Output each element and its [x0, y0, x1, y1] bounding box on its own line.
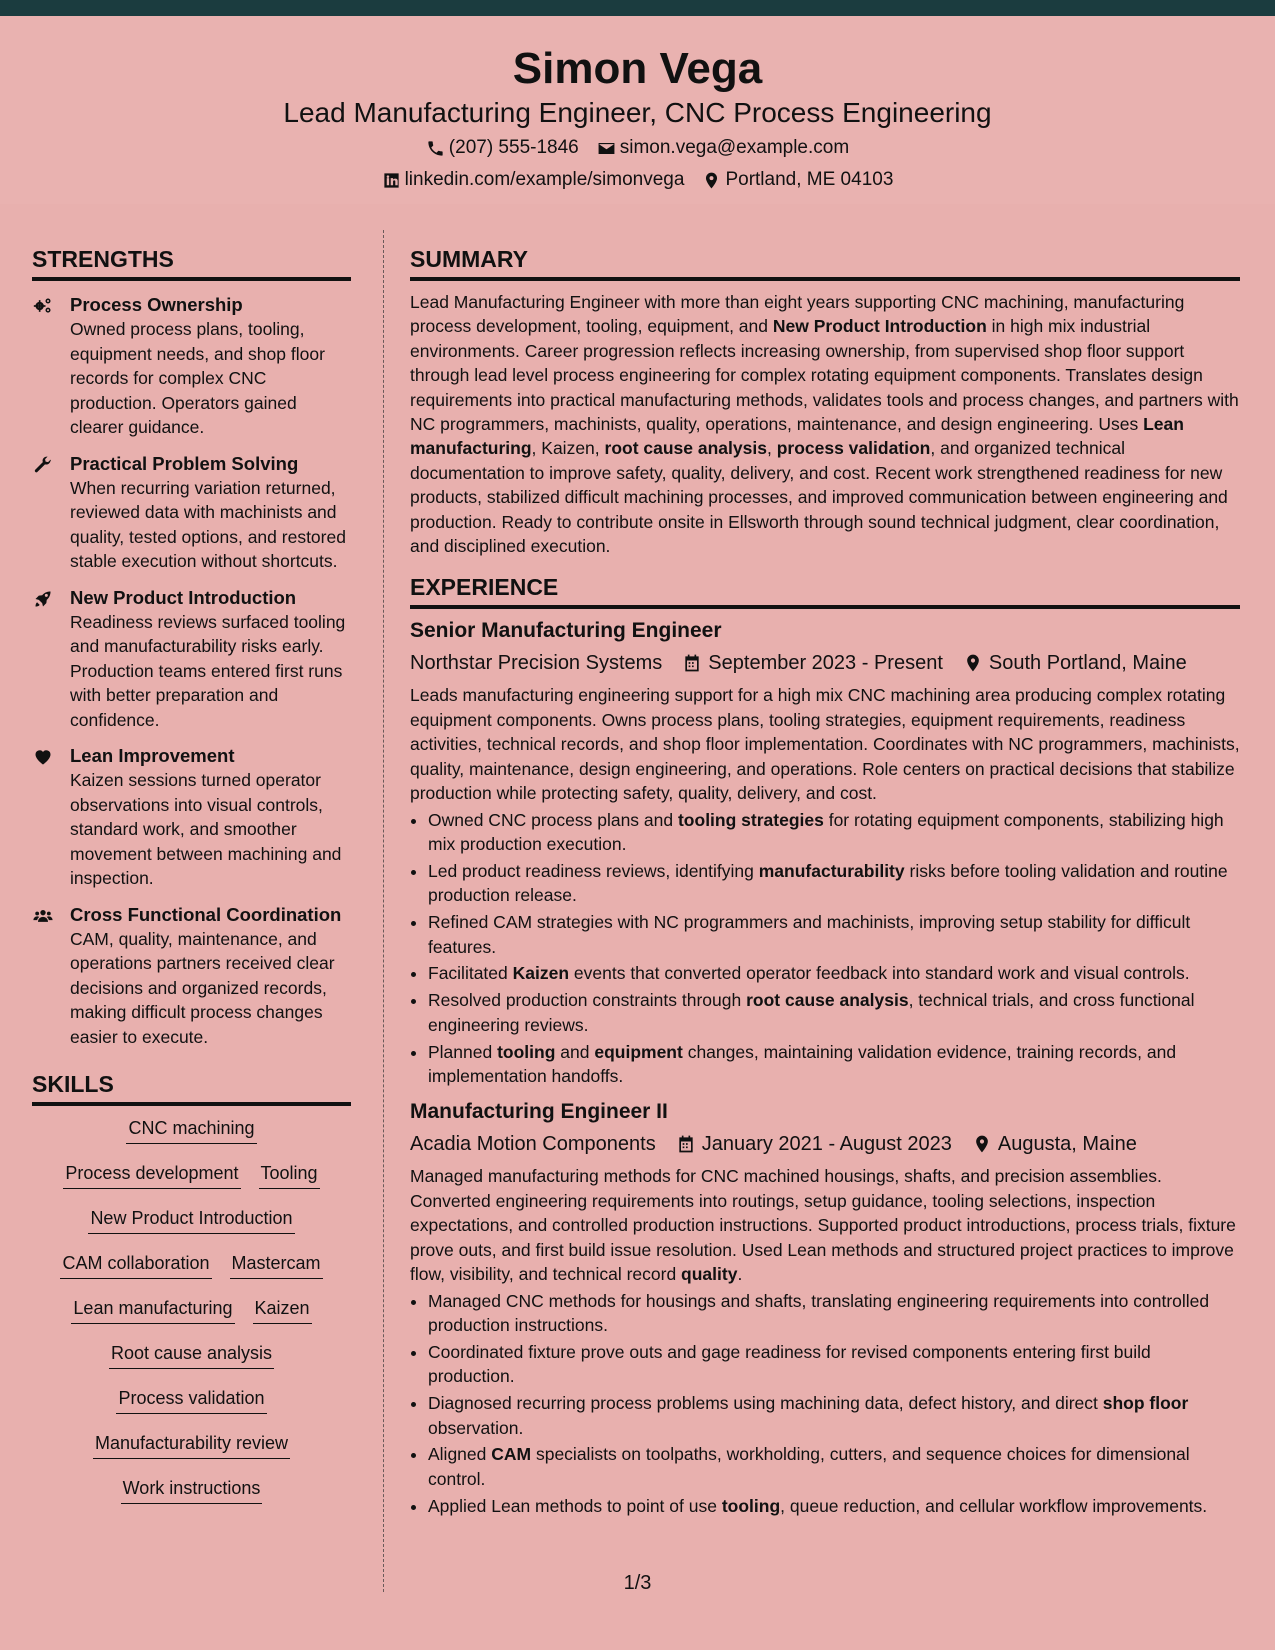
skill-tag: Process validation — [116, 1386, 266, 1414]
map-pin-icon — [972, 1134, 992, 1154]
bold-keyword: CAM — [491, 1444, 532, 1465]
skill-tag: Work instructions — [121, 1476, 263, 1504]
strength-item — [32, 293, 351, 440]
strength-item — [32, 586, 351, 733]
email-text: simon.vega@example.com — [619, 137, 850, 158]
contact-row-1 — [0, 136, 1275, 160]
experience-heading: EXPERIENCE — [410, 572, 1240, 609]
candidate-name: Simon Vega — [512, 44, 763, 93]
job-location: Augusta, Maine — [997, 1133, 1137, 1156]
strength-desc: Owned process plans, tooling, equipment needs, and shop floor records for complex CNC production. Operators gained clearer guidance. — [70, 319, 325, 437]
skill-tag: CNC machining — [126, 1116, 256, 1144]
bold-keyword: New Product Introduction — [772, 316, 987, 337]
bullet-item: • Planned tooling and equipment changes, maintaining validation evidence, training records, and implementation handoffs. — [428, 1040, 1240, 1089]
job-entry — [410, 617, 1240, 1088]
bold-keyword: quality — [681, 1264, 738, 1285]
top-accent-bar — [0, 0, 1275, 16]
job-description: Managed manufacturing methods for CNC machined housings, shafts, and precision assemblies. Converted engineering requirements into routings, setup guidance, tooling selections, inspection expectations, and controlled production instructions. Supported product introductions, process trials, fixture prove outs, and first build issue resolution. Used Lean methods and structured project practices to improve flow, visibility, and technical record quality. — [410, 1166, 1236, 1285]
company-name: Northstar Precision Systems — [410, 652, 663, 675]
bold-keyword: tooling strategies — [677, 809, 824, 830]
linkedin-item[interactable] — [382, 168, 685, 192]
skill-tag: Root cause analysis — [109, 1341, 274, 1369]
contact-row-2 — [0, 168, 1275, 192]
strength-title: Cross Functional Coordination — [70, 903, 342, 925]
map-pin-icon — [963, 653, 983, 673]
job-bullets — [410, 808, 1240, 1089]
envelope-icon — [597, 139, 616, 158]
summary-heading: SUMMARY — [410, 244, 1240, 281]
job-description: Leads manufacturing engineering support for a high mix CNC machining area producing complex rotating equipment components. Owns process plans, tooling strategies, equipment requirements, readiness activities, technical records, and shop floor implementation. Coordinates with NC programmers, machinists, quality, maintenance, design engineering, and operations. Role centers on practical decisions that stabilize production while protecting safety, quality, delivery, and cost. — [410, 685, 1240, 804]
strength-title: Lean Improvement — [70, 745, 235, 766]
strength-item — [32, 744, 351, 891]
skill-tag: Kaizen — [253, 1296, 312, 1324]
phone-item[interactable] — [426, 136, 579, 160]
bullet-item: • Owned CNC process plans and tooling strategies for rotating equipment components, stabilizing high mix production execution. — [428, 808, 1240, 857]
strength-desc: CAM, quality, maintenance, and operations partners received clear decisions and organized records, making difficult process changes easier to execute. — [70, 928, 335, 1047]
strength-title: New Product Introduction — [70, 586, 297, 608]
skills-section — [32, 1069, 351, 1521]
strength-item — [32, 452, 351, 574]
wrench-icon — [32, 455, 54, 475]
experience-section — [410, 572, 1240, 1518]
strengths-heading: STRENGTHS — [32, 244, 351, 281]
bold-keyword: tooling — [721, 1495, 781, 1516]
page-number: 1/3 — [623, 1572, 652, 1594]
skill-tag: New Product Introduction — [88, 1206, 294, 1234]
resume-header — [0, 16, 1275, 204]
gears-icon — [32, 296, 54, 316]
job-dates: January 2021 - August 2023 — [701, 1133, 952, 1156]
company-name: Acadia Motion Components — [410, 1133, 656, 1156]
phone-icon — [426, 139, 445, 158]
calendar-icon — [682, 653, 702, 673]
bold-keyword: shop floor — [1102, 1393, 1189, 1414]
job-title: Senior Manufacturing Engineer — [410, 619, 722, 643]
bold-keyword: equipment — [594, 1041, 683, 1062]
strength-desc: Readiness reviews surfaced tooling and manufacturability risks early. Production teams entered first runs with better preparation and confidence. — [70, 611, 346, 730]
phone-text: (207) 555-1846 — [448, 137, 579, 158]
linkedin-icon — [382, 171, 401, 190]
job-entry — [410, 1098, 1240, 1518]
job-dates: September 2023 - Present — [708, 652, 943, 675]
skills-list — [32, 1116, 351, 1521]
column-divider — [383, 230, 384, 1592]
bold-keyword: manufacturability — [758, 860, 905, 881]
bold-keyword: root cause analysis — [746, 990, 909, 1011]
candidate-title: Lead Manufacturing Engineer, CNC Process Engineering — [283, 97, 992, 128]
location-text: Portland, ME 04103 — [725, 169, 894, 190]
job-meta — [410, 1130, 1240, 1158]
job-title: Manufacturing Engineer II — [410, 1100, 668, 1124]
summary-text: Lead Manufacturing Engineer with more than eight years supporting CNC machining, manufacturing process development, tooling, equipment, and New Product Introduction in high mix industrial environments. Career progression reflects increasing ownership, from supervised shop floor support through lead level process engineering for complex rotating equipment components. Translates design requirements into practical manufacturing methods, validates tools and process changes, and partners with NC programmers, machinists, quality, operations, maintenance, and design engineering. Uses Lean manufacturing, Kaizen, root cause analysis, process validation, and organized technical documentation to improve safety, quality, delivery, and cost. Recent work strengthened readiness for new products, stabilized difficult machining processes, and improved communication between engineering and production. Ready to contribute onsite in Ellsworth through sound technical judgment, clear coordination, and disciplined execution. — [410, 292, 1239, 557]
skill-tag: CAM collaboration — [60, 1251, 211, 1279]
skill-tag: Mastercam — [230, 1251, 323, 1279]
bold-keyword: root cause analysis — [604, 438, 767, 459]
bullet-item: • Facilitated Kaizen events that converted operator feedback into standard work and visual controls. — [428, 961, 1240, 985]
job-location: South Portland, Maine — [988, 652, 1187, 675]
bullet-item: • Resolved production constraints through root cause analysis, technical trials, and cross functional engineering reviews. — [428, 988, 1240, 1037]
strength-title: Process Ownership — [70, 294, 243, 315]
map-pin-icon — [702, 171, 721, 190]
skill-tag: Lean manufacturing — [71, 1296, 234, 1324]
bullet-item: • Aligned CAM specialists on toolpaths, workholding, cutters, and sequence choices for dimensional control. — [428, 1442, 1240, 1491]
rocket-icon — [32, 589, 54, 609]
bold-keyword: process validation — [776, 438, 931, 459]
bullet-item: • Coordinated fixture prove outs and gage readiness for revised components entering first build production. — [428, 1340, 1240, 1389]
users-icon — [32, 906, 54, 926]
skills-heading: SKILLS — [32, 1069, 351, 1106]
strength-desc: When recurring variation returned, reviewed data with machinists and quality, tested options, and restored stable execution without shortcuts. — [70, 477, 346, 571]
skill-tag: Process development — [63, 1161, 240, 1189]
linkedin-text: linkedin.com/example/simonvega — [404, 169, 685, 190]
bold-keyword: Lean manufacturing — [410, 414, 1184, 459]
email-item[interactable] — [597, 136, 849, 160]
skill-tag: Manufacturability review — [93, 1431, 290, 1459]
bullet-item: • Led product readiness reviews, identifying manufacturability risks before tooling validation and routine production release. — [428, 859, 1240, 908]
bullet-item: • Applied Lean methods to point of use tooling, queue reduction, and cellular workflow improvements. — [428, 1494, 1240, 1518]
job-bullets — [410, 1289, 1240, 1519]
strength-item — [32, 903, 351, 1050]
skill-tag: Tooling — [259, 1161, 320, 1189]
heart-icon — [32, 747, 54, 767]
right-column — [410, 244, 1240, 1521]
strength-desc: Kaizen sessions turned operator observations into visual controls, standard work, and smoother movement between machining and inspection. — [70, 770, 342, 888]
strength-title: Practical Problem Solving — [70, 452, 299, 474]
left-column — [32, 244, 351, 1521]
bold-keyword: Kaizen — [512, 963, 570, 984]
calendar-icon — [676, 1134, 696, 1154]
bullet-item: • Refined CAM strategies with NC programmers and machinists, improving setup stability for difficult features. — [428, 910, 1240, 959]
bullet-item: • Diagnosed recurring process problems using machining data, defect history, and direct shop floor observation. — [428, 1391, 1240, 1440]
bullet-item: • Managed CNC methods for housings and shafts, translating engineering requirements into controlled production instructions. — [428, 1289, 1240, 1338]
location-item — [702, 168, 893, 192]
job-meta — [410, 649, 1240, 677]
bold-keyword: tooling — [497, 1041, 556, 1062]
